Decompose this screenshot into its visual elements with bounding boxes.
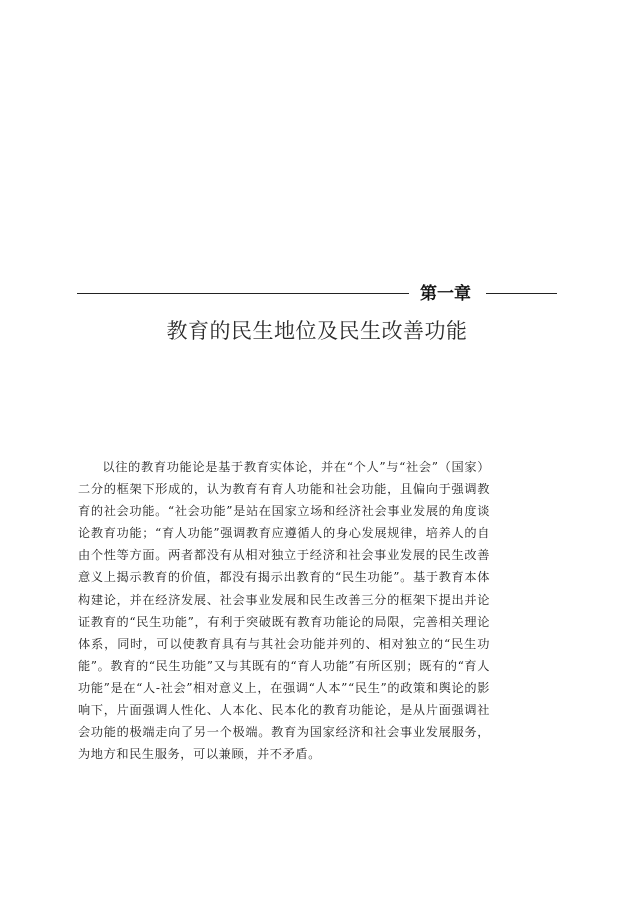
- chapter-rule-left: [77, 293, 409, 294]
- chapter-rule-right: [486, 293, 557, 294]
- chapter-title: 教育的民生地位及民生改善功能: [166, 319, 468, 343]
- chapter-label: 第一章: [420, 284, 471, 304]
- body-paragraph: 以往的教育功能论是基于教育实体论，并在“个人”与“社会”（国家）二分的框架下形成的，认为教育有育人功能和社会功能，且偏向于强调教育的社会功能。“社会功能”是站在国家立场和经济社会事业发展的角度谈论教育功能；“育人功能”强调教育应遵循人的身心发展规律，培养人的自由个性等方面。两者都没有从相对独立于经济和社会事业发展的民生改善意义上揭示教育的价值，都没有揭示出教育的“民生功能”。基于教育本体构建论，并在经济发展、社会事业发展和民生改善三分的框架下提出并论证教育的“民生功能”，有利于突破既有教育功能论的局限，完善相关理论体系，同时，可以使教育具有与其社会功能并列的、相对独立的“民生功能”。教育的“民生功能”又与其既有的“育人功能”有所区别；既有的“育人功能”是在“人-社会”相对意义上，在强调“人本”“民生”的政策和舆论的影响下，片面强调人性化、人本化、民本化的教育功能论，是从片面强调社会功能的极端走向了另一个极端。教育为国家经济和社会事业发展服务，为地方和民生服务，可以兼顾，并不矛盾。: [78, 460, 490, 762]
- chapter-heading: [77, 283, 557, 305]
